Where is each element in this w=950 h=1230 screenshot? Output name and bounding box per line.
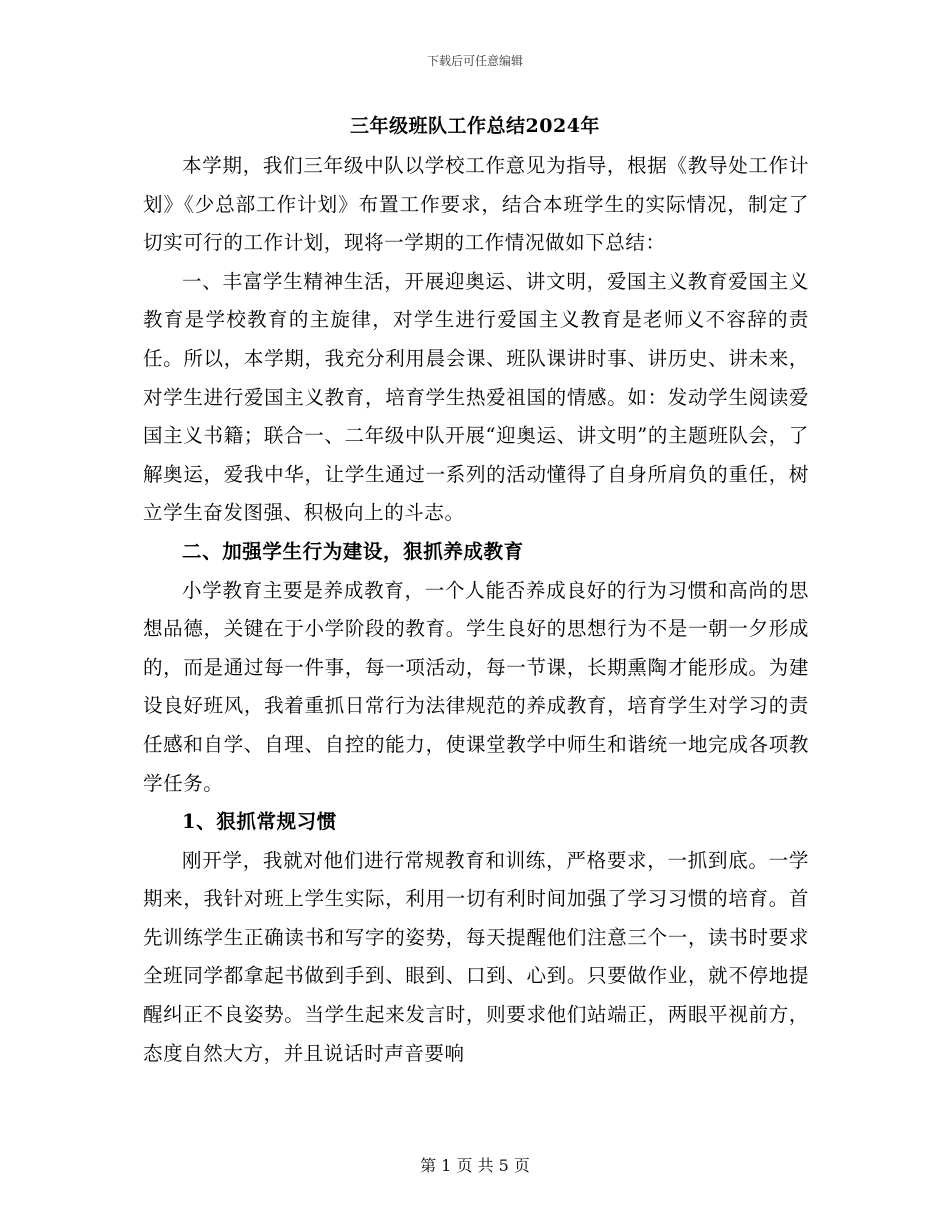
section-heading-two: 二、加强学生行为建设，狠抓养成教育 <box>182 539 524 563</box>
paragraph-section-one: 一、丰富学生精神生活，开展迎奥运、讲文明，爱国主义教育爱国主义教育是学校教育的主旋律，对学生进行爱国主义教育是老师义不容辞的责任。所以，本学期，我充分利用晨会课、班队课讲时事、讲历史、讲未来，对学生进行爱国主义教育，培育学生热爱祖国的情感。如：发动学生阅读爱国主义书籍；联合一、二年级中队开展“迎奥运、讲文明”的主题班队会，了解奥运，爱我中华，让学生通过一系列的活动懂得了自身所肩负的重任，树立学生奋发图强、积极向上的斗志。 <box>143 269 809 525</box>
document-body <box>143 147 809 1073</box>
document-title: 三年级班队工作总结2024年 <box>350 115 600 137</box>
subsection-heading-one: 1、狠抓常规习惯 <box>182 810 337 834</box>
header-note: 下载后可任意编辑 <box>426 54 523 68</box>
paragraph-subsection-one: 刚开学，我就对他们进行常规教育和训练，严格要求，一抓到底。一学期来，我针对班上学生实际，利用一切有利时间加强了学习习惯的培育。首先训练学生正确读书和写字的姿势，每天提醒他们注意三个一，读书时要求全班同学都拿起书做到手到、眼到、口到、心到。只要做作业，就不停地提醒纠正不良姿势。当学生起来发言时，则要求他们站端正，两眼平视前方，态度自然大方，并且说话时声音要响 <box>143 848 809 1065</box>
paragraph-intro: 本学期，我们三年级中队以学校工作意见为指导，根据《教导处工作计划》《少总部工作计划》布置工作要求，结合本班学生的实际情况，制定了切实可行的工作计划，现将一学期的工作情况做如下总结： <box>143 154 809 255</box>
page-number: 第 1 页 共 5 页 <box>420 1156 530 1175</box>
paragraph-section-two: 小学教育主要是养成教育，一个人能否养成良好的行为习惯和高尚的思想品德，关键在于小学阶段的教育。学生良好的思想行为不是一朝一夕形成的，而是通过每一件事，每一项活动，每一节课，长期熏陶才能形成。为建设良好班风，我着重抓日常行为法律规范的养成教育，培育学生对学习的责任感和自学、自理、自控的能力，使课堂教学中师生和谐统一地完成各项教学任务。 <box>143 578 809 795</box>
